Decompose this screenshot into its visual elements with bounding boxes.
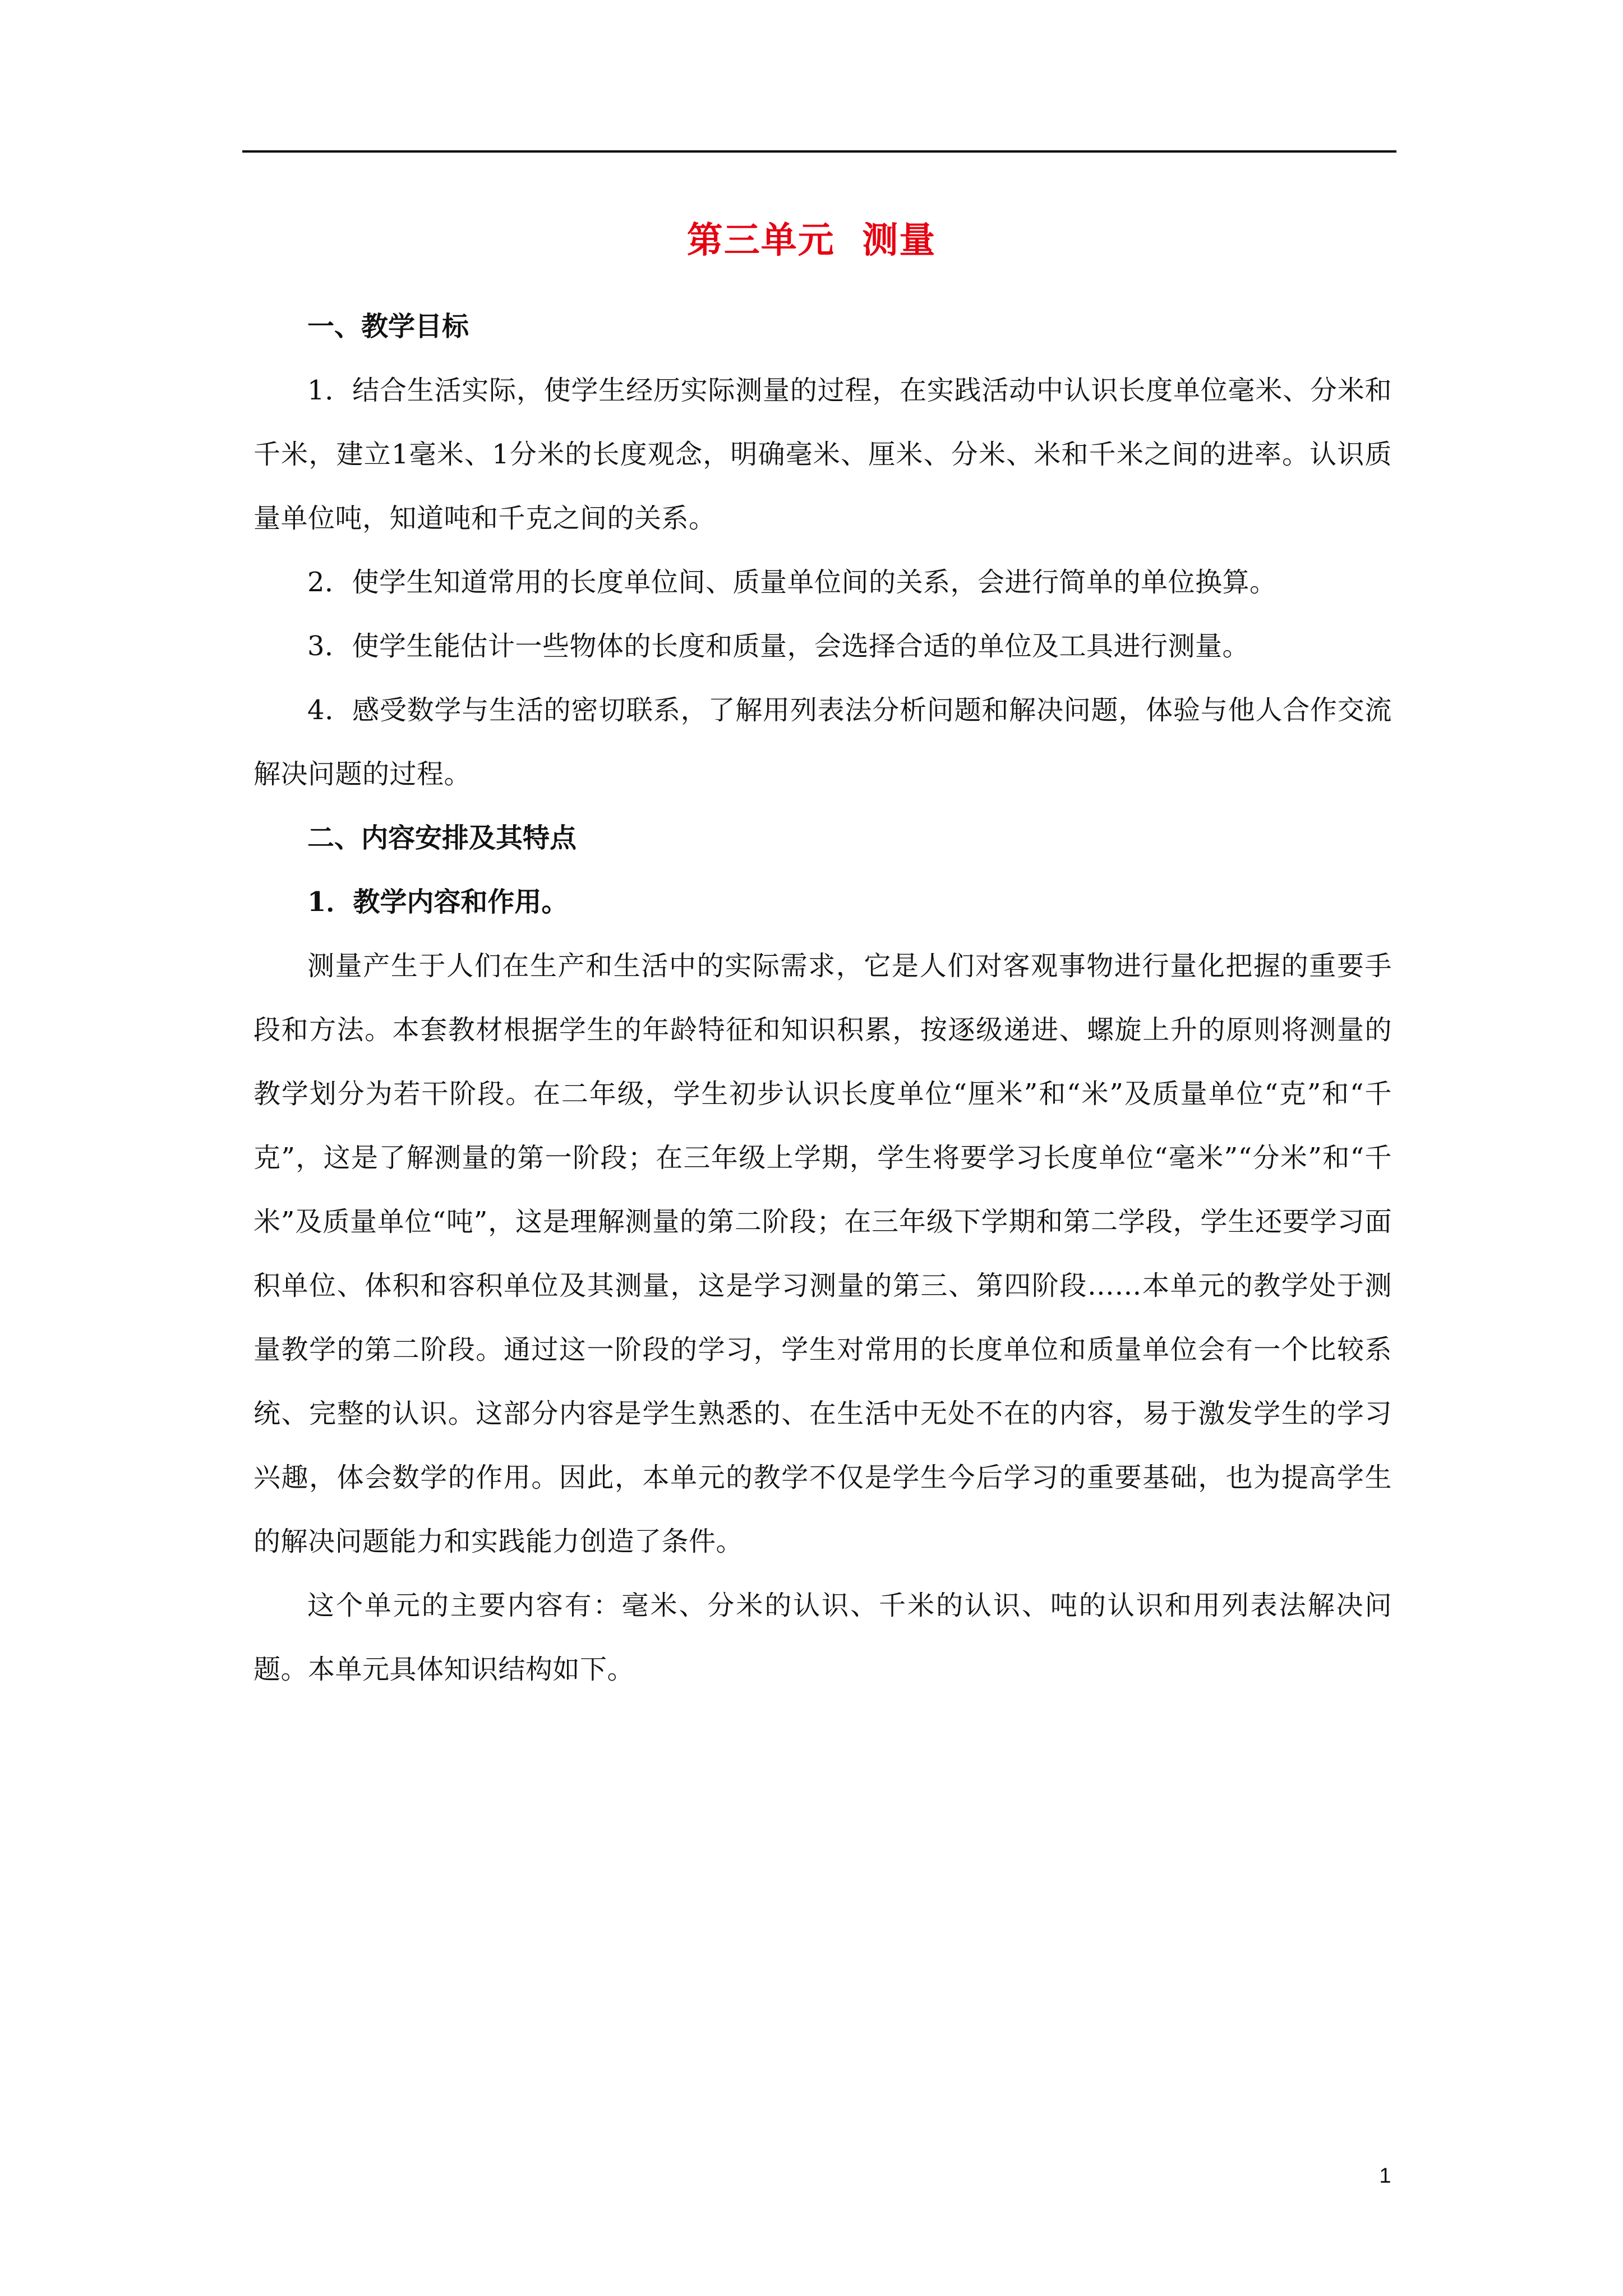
document-body <box>253 295 1392 1701</box>
section-heading-content-arrangement: 二、内容安排及其特点 <box>307 822 577 854</box>
content-paragraph-1: 测量产生于人们在生产和生活中的实际需求，它是人们对客观事物进行量化把握的重要手段和方法。本套教材根据学生的年龄特征和知识积累，按逐级递进、螺旋上升的原则将测量的教学划分为若干阶段。在二年级，学生初步认识长度单位“厘米”和“米”及质量单位“克”和“千克”，这是了解测量的第一阶段；在三年级上学期，学生将要学习长度单位“毫米”“分米”和“千米”及质量单位“吨”，这是理解测量的第二阶段；在三年级下学期和第二学段，学生还要学习面积单位、体积和容积单位及其测量，这是学习测量的第三、第四阶段……本单元的教学处于测量教学的第二阶段。通过这一阶段的学习，学生对常用的长度单位和质量单位会有一个比较系统、完整的认识。这部分内容是学生熟悉的、在生活中无处不在的内容，易于激发学生的学习兴趣，体会数学的作用。因此，本单元的教学不仅是学生今后学习的重要基础，也为提高学生的解决问题能力和实践能力创造了条件。 <box>253 950 1392 1557</box>
goal-paragraph-1: 1．结合生活实际，使学生经历实际测量的过程，在实践活动中认识长度单位毫米、分米和千米，建立1毫米、1分米的长度观念，明确毫米、厘米、分米、米和千米之间的进率。认识质量单位吨，知道吨和千克之间的关系。 <box>253 375 1392 534</box>
header-rule <box>242 150 1396 153</box>
subsection-heading-content-and-role: 1．教学内容和作用。 <box>307 886 569 918</box>
page-title: 第三单元 测量 <box>686 219 937 261</box>
goal-paragraph-4: 4．感受数学与生活的密切联系，了解用列表法分析问题和解决问题，体验与他人合作交流解决问题的过程。 <box>253 694 1392 790</box>
content-paragraph-2: 这个单元的主要内容有：毫米、分米的认识、千米的认识、吨的认识和用列表法解决问题。本单元具体知识结构如下。 <box>253 1590 1392 1685</box>
page-number: 1 <box>1379 2164 1391 2188</box>
goal-paragraph-2: 2．使学生知道常用的长度单位间、质量单位间的关系，会进行简单的单位换算。 <box>307 567 1277 598</box>
goal-paragraph-3: 3．使学生能估计一些物体的长度和质量，会选择合适的单位及工具进行测量。 <box>307 631 1250 662</box>
section-heading-teaching-goals: 一、教学目标 <box>307 311 469 342</box>
